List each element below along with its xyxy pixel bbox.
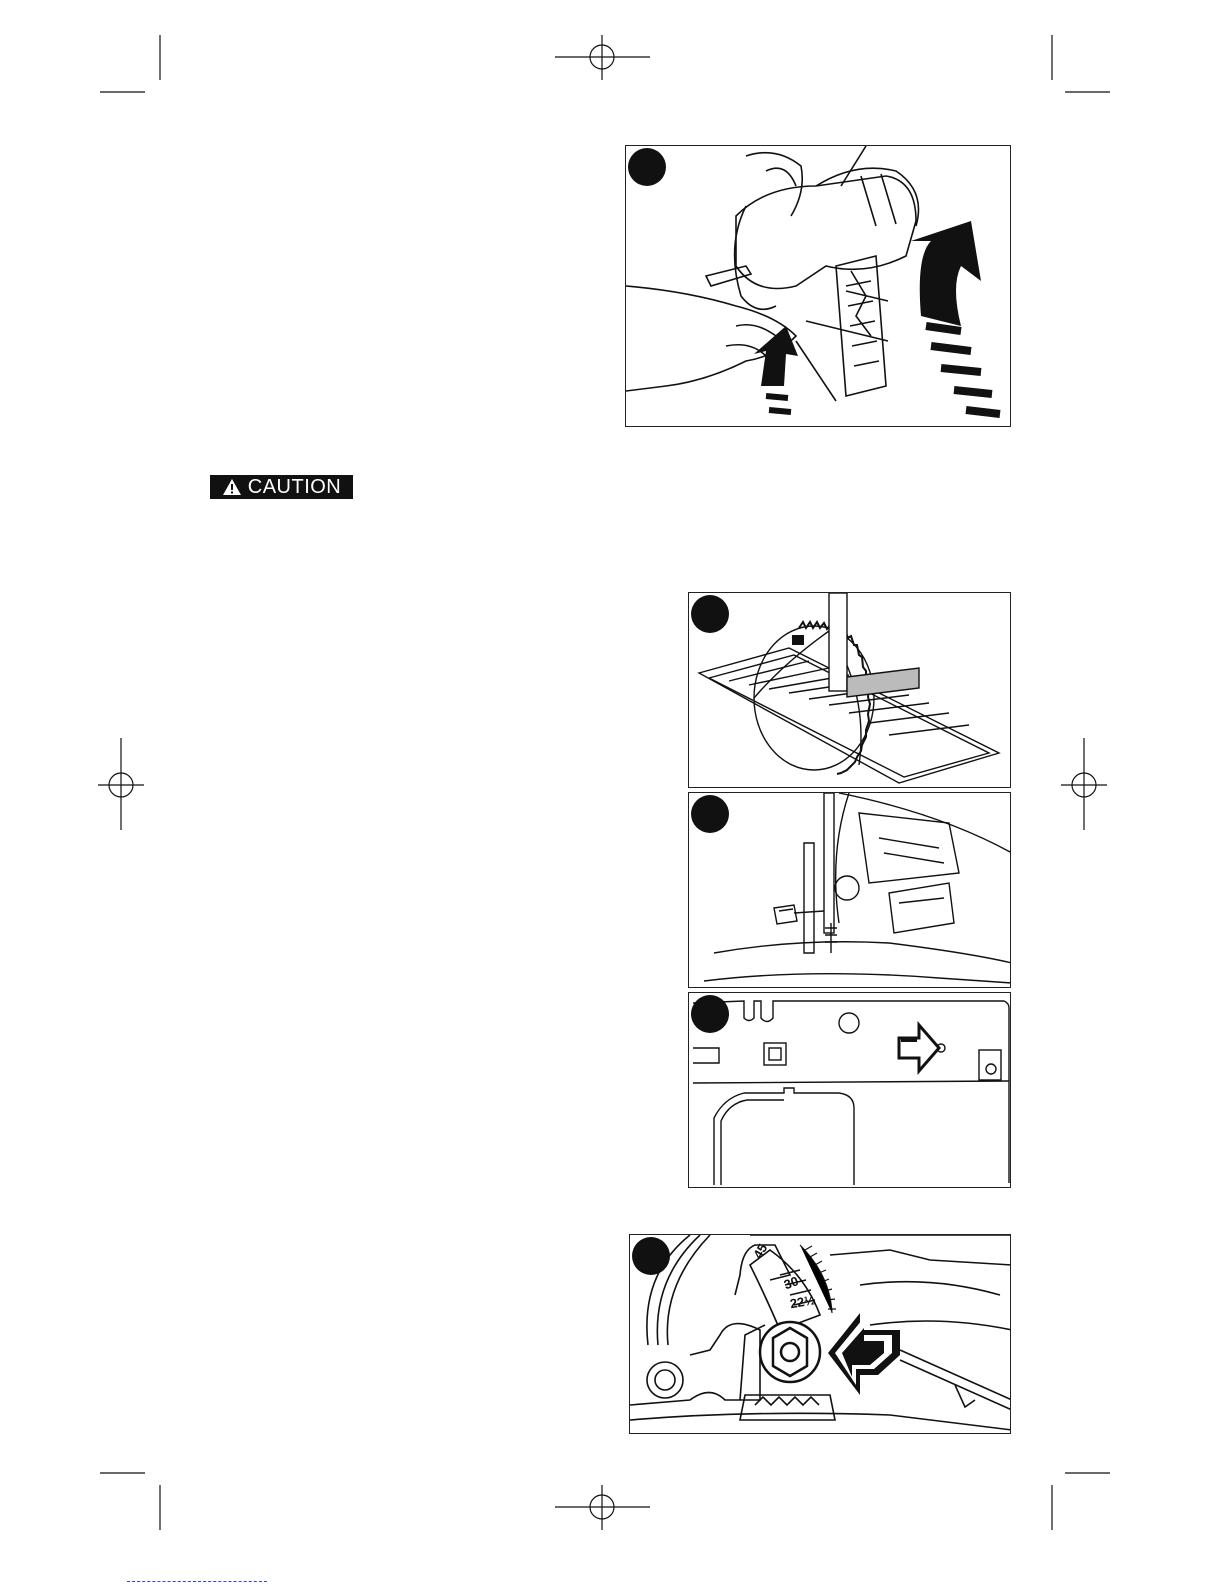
figure-bevel-scale bbox=[629, 1234, 1011, 1434]
blade-mark bbox=[792, 635, 804, 645]
registration-target-left bbox=[98, 738, 144, 830]
arrow-right-icon bbox=[899, 1025, 939, 1071]
registration-target-top bbox=[555, 35, 650, 80]
carpenter-square bbox=[829, 593, 919, 697]
figure-lift-saw bbox=[625, 145, 1011, 427]
arrow-left-icon bbox=[828, 1313, 900, 1395]
saw-lift-illustration bbox=[626, 146, 1011, 427]
base-plate-illustration bbox=[689, 993, 1011, 1188]
bevel-scale-illustration bbox=[630, 1235, 1011, 1434]
caution-label bbox=[210, 475, 353, 499]
registration-target-bottom bbox=[555, 1485, 650, 1530]
caution-text: CAUTION bbox=[247, 476, 342, 498]
scale-mark-30: 30 bbox=[781, 1273, 801, 1293]
warning-triangle-icon bbox=[222, 478, 242, 496]
figure-blade-adjust-screw bbox=[688, 792, 1011, 988]
scale-mark-45: 45 bbox=[750, 1241, 771, 1262]
figure-blade-square bbox=[688, 592, 1011, 788]
footer-rule bbox=[127, 1581, 267, 1582]
curved-arrow-small bbox=[754, 326, 798, 412]
blade-adjust-illustration bbox=[689, 793, 1011, 988]
registration-target-right bbox=[1061, 738, 1107, 830]
scale-mark-22-half: 22½ bbox=[788, 1292, 817, 1312]
bevel-lock-nut bbox=[760, 1322, 820, 1382]
figure-base-plate bbox=[688, 992, 1011, 1188]
blade-square-illustration bbox=[689, 593, 1011, 788]
curved-arrow-large bbox=[911, 221, 1000, 414]
